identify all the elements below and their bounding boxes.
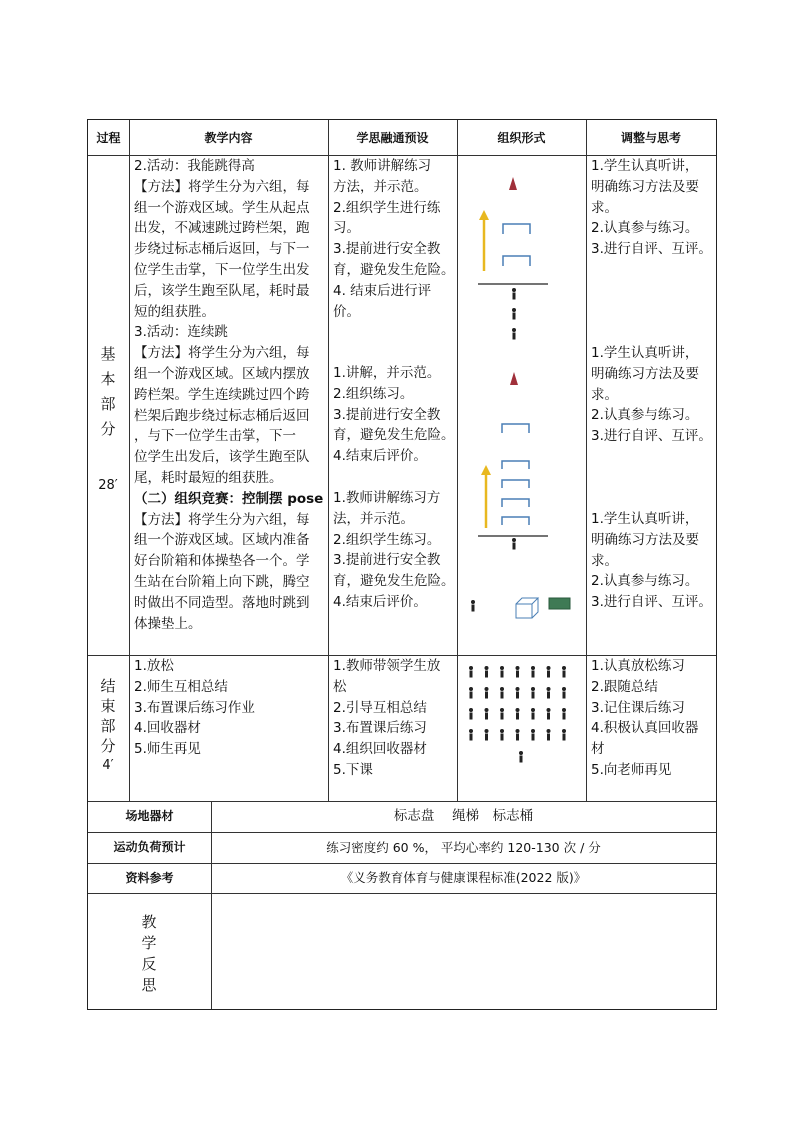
- basic-adjust-block-2: [591, 343, 712, 447]
- student-icon: [485, 666, 489, 678]
- content-line: 【方法】将学生分为六组，每: [134, 345, 310, 362]
- preset-line: 育，避免发生危险。: [333, 261, 455, 278]
- student-icon: [562, 729, 566, 741]
- content-line: 【方法】将学生分为六组，每: [134, 511, 310, 528]
- content-line: 生站在台阶箱上向下跳，腾空: [134, 573, 310, 590]
- teacher-icon: [519, 751, 523, 763]
- student-icon: [471, 600, 475, 612]
- load-label: 运动负荷预计: [113, 840, 186, 854]
- student-icon: [516, 729, 520, 741]
- adjust-line: 1.学生认真听讲，: [591, 158, 699, 174]
- adjust-line: 明确练习方法及要: [591, 178, 699, 195]
- hurdle-icon: [502, 461, 529, 469]
- adjust-line: 3.进行自评、互评。: [591, 594, 712, 611]
- content-line: （二）组织竞赛：控制摆 pose: [134, 490, 324, 507]
- preset-line: 4. 结束后进行评: [333, 282, 432, 299]
- content-line: 跨栏架。学生连续跳过四个跨: [134, 386, 310, 403]
- label-char: 教: [141, 913, 157, 931]
- student-icon: [469, 708, 473, 720]
- label-char: 学: [141, 934, 157, 952]
- step-box-icon: [516, 598, 538, 618]
- hurdle-icon: [502, 517, 529, 525]
- reference-value: 《义务教育体育与健康课程标准(2022 版)》: [340, 870, 587, 885]
- content-line: ，与下一位学生击掌，下一: [134, 428, 296, 445]
- lesson-plan-table: [87, 119, 717, 1010]
- hurdle-icon: [502, 499, 529, 507]
- header-adjustment: 调整与思考: [620, 131, 681, 145]
- mat-icon: [549, 598, 570, 609]
- student-icon: [485, 729, 489, 741]
- reflection-label: [129, 912, 169, 996]
- preset-line: 育，避免发生危险。: [333, 427, 455, 444]
- student-icon: [500, 729, 504, 741]
- content-line: 短的组获胜。: [134, 303, 215, 320]
- reflection-area: [212, 894, 716, 1009]
- ending-content: [134, 656, 255, 760]
- content-line: 1.放松: [134, 658, 174, 674]
- student-icon: [485, 708, 489, 720]
- preset-line: 4.结束后评价。: [333, 593, 427, 610]
- label-char: 部: [100, 395, 116, 413]
- arrow-head-icon: [479, 210, 489, 220]
- content-line: 步绕过标志桶后返回，与下一: [134, 241, 310, 258]
- adjust-line: 3.进行自评、互评。: [591, 428, 712, 445]
- label-char: 分: [100, 420, 116, 438]
- preset-line: 育，避免发生危险。: [333, 573, 455, 590]
- content-line: 组一个游戏区域。学生从起点: [134, 199, 310, 216]
- preset-line: 1.教师讲解练习方: [333, 490, 441, 506]
- header-process: 过程: [96, 131, 121, 145]
- student-icon: [500, 666, 504, 678]
- label-char: 结: [100, 677, 116, 695]
- header-content: 教学内容: [204, 131, 253, 145]
- preset-line: 1. 教师讲解练习: [333, 158, 432, 174]
- student-icon: [469, 687, 473, 699]
- col-divider: [586, 120, 587, 801]
- student-icon: [531, 687, 535, 699]
- basic-preset-block-1: [333, 156, 455, 322]
- preset-line: 2.组织练习。: [333, 385, 414, 402]
- student-icon: [562, 666, 566, 678]
- preset-line: 2.引导互相总结: [333, 699, 427, 716]
- preset-line: 3.提前进行安全教: [333, 552, 441, 569]
- content-line: 好台阶箱和体操垫各一个。学: [134, 553, 310, 570]
- adjust-line: 2.跟随总结: [591, 678, 658, 695]
- ending-formation-diagram: [458, 656, 586, 800]
- basic-preset-block-3: [333, 488, 455, 613]
- ending-part-label: [88, 676, 128, 776]
- preset-line: 松: [333, 678, 347, 695]
- student-icon: [547, 729, 551, 741]
- content-line: 4.回收器材: [134, 720, 201, 737]
- student-icon: [469, 666, 473, 678]
- hurdle-icon: [502, 480, 529, 488]
- equipment-label: 场地器材: [125, 809, 174, 823]
- preset-line: 价。: [333, 303, 360, 320]
- student-icon: [512, 538, 516, 550]
- adjust-line: 1.学生认真听讲，: [591, 345, 699, 361]
- student-icon: [469, 729, 473, 741]
- label-char: 本: [100, 370, 116, 388]
- student-icon: [516, 708, 520, 720]
- student-icon: [500, 708, 504, 720]
- basic-part-time: 28′: [98, 478, 118, 493]
- preset-line: 1.教师带领学生放: [333, 658, 441, 674]
- student-icon: [531, 708, 535, 720]
- label-char: 基: [100, 345, 116, 363]
- header-organization: 组织形式: [497, 131, 546, 145]
- cone-icon: [509, 177, 517, 190]
- ending-preset: [333, 656, 440, 781]
- content-line: 组一个游戏区域。区域内准备: [134, 532, 310, 549]
- adjust-line: 明确练习方法及要: [591, 531, 699, 548]
- preset-line: 3.提前进行安全教: [333, 241, 441, 258]
- content-line: 位学生出发后，该学生跑至队: [134, 449, 310, 466]
- arrow-head-icon: [481, 465, 491, 475]
- preset-line: 3.布置课后练习: [333, 720, 427, 737]
- adjust-line: 求。: [591, 386, 618, 403]
- student-icon: [512, 328, 516, 340]
- content-line: 出发，不减速跳过跨栏架，跑: [134, 220, 310, 237]
- label-char: 部: [100, 717, 116, 735]
- basic-preset-block-2: [333, 363, 455, 467]
- preset-line: 1.讲解，并示范。: [333, 365, 441, 381]
- content-line: 2.活动：我能跳得高: [134, 158, 255, 174]
- preset-line: 方法，并示范。: [333, 178, 428, 195]
- hurdle-icon: [503, 224, 530, 234]
- content-line: 位学生击掌，下一位学生出发: [134, 261, 310, 278]
- student-icon: [500, 687, 504, 699]
- student-icon: [562, 687, 566, 699]
- preset-line: 2.组织学生进行练: [333, 199, 441, 216]
- student-icon: [516, 666, 520, 678]
- preset-line: 习。: [333, 220, 360, 237]
- col-divider: [129, 120, 130, 801]
- content-line: 【方法】将学生分为六组，每: [134, 178, 310, 195]
- basic-part-label: [88, 342, 128, 442]
- label-char: 思: [141, 976, 157, 994]
- basic-adjust-block-1: [591, 156, 712, 260]
- student-icon: [531, 729, 535, 741]
- student-icon: [547, 687, 551, 699]
- content-line: 3.活动：连续跳: [134, 324, 228, 341]
- preset-line: 4.组织回收器材: [333, 741, 427, 758]
- content-line: 后，该学生跑至队尾，耗时最: [134, 282, 310, 299]
- content-line: 时做出不同造型。落地时跳到: [134, 594, 310, 611]
- label-char: 分: [100, 737, 116, 755]
- content-line: 尾，耗时最短的组获胜。: [134, 469, 283, 486]
- adjust-line: 1.学生认真听讲，: [591, 511, 699, 527]
- student-icon: [531, 666, 535, 678]
- adjust-line: 4.积极认真回收器: [591, 720, 699, 737]
- col-divider: [328, 120, 329, 801]
- student-icon: [562, 708, 566, 720]
- content-line: 体操垫上。: [134, 615, 202, 632]
- content-line: 栏架后跑步绕过标志桶后返回: [134, 407, 310, 424]
- adjust-line: 材: [591, 741, 605, 758]
- adjust-line: 3.进行自评、互评。: [591, 241, 712, 258]
- label-char: 反: [141, 955, 157, 973]
- label-char: 束: [100, 697, 116, 715]
- student-icon: [547, 708, 551, 720]
- adjust-line: 求。: [591, 552, 618, 569]
- cone-icon: [510, 372, 518, 385]
- content-line: 5.师生再见: [134, 741, 201, 758]
- adjust-line: 明确练习方法及要: [591, 365, 699, 382]
- organization-diagram: [458, 156, 586, 654]
- student-icon: [516, 687, 520, 699]
- content-line: 2.师生互相总结: [134, 678, 228, 695]
- adjust-line: 5.向老师再见: [591, 761, 672, 778]
- ending-part-time: 4′: [102, 758, 114, 773]
- student-icon: [512, 288, 516, 300]
- basic-content: [134, 156, 323, 634]
- content-line: 3.布置课后练习作业: [134, 699, 255, 716]
- student-icon: [485, 687, 489, 699]
- preset-line: 2.组织学生练习。: [333, 531, 441, 548]
- equipment-value: 标志盘 绳梯 标志桶: [393, 808, 534, 824]
- content-line: 组一个游戏区域。区域内摆放: [134, 365, 310, 382]
- adjust-line: 1.认真放松练习: [591, 658, 685, 674]
- basic-adjust-block-3: [591, 509, 712, 613]
- reference-label: 资料参考: [125, 871, 174, 885]
- adjust-line: 求。: [591, 199, 618, 216]
- adjust-line: 2.认真参与练习。: [591, 573, 699, 590]
- load-value: 练习密度约 60 %， 平均心率约 120-130 次 / 分: [326, 840, 601, 855]
- ending-adjust: [591, 656, 698, 781]
- preset-line: 5.下课: [333, 761, 373, 778]
- preset-line: 法，并示范。: [333, 510, 414, 527]
- preset-line: 3.提前进行安全教: [333, 406, 441, 423]
- adjust-line: 2.认真参与练习。: [591, 220, 699, 237]
- adjust-line: 2.认真参与练习。: [591, 407, 699, 424]
- hurdle-icon: [502, 424, 529, 433]
- header-preset: 学思融通预设: [356, 131, 429, 145]
- student-icon: [512, 308, 516, 320]
- adjust-line: 3.记住课后练习: [591, 699, 685, 716]
- student-icon: [547, 666, 551, 678]
- preset-line: 4.结束后评价。: [333, 448, 427, 465]
- hurdle-icon: [503, 256, 530, 266]
